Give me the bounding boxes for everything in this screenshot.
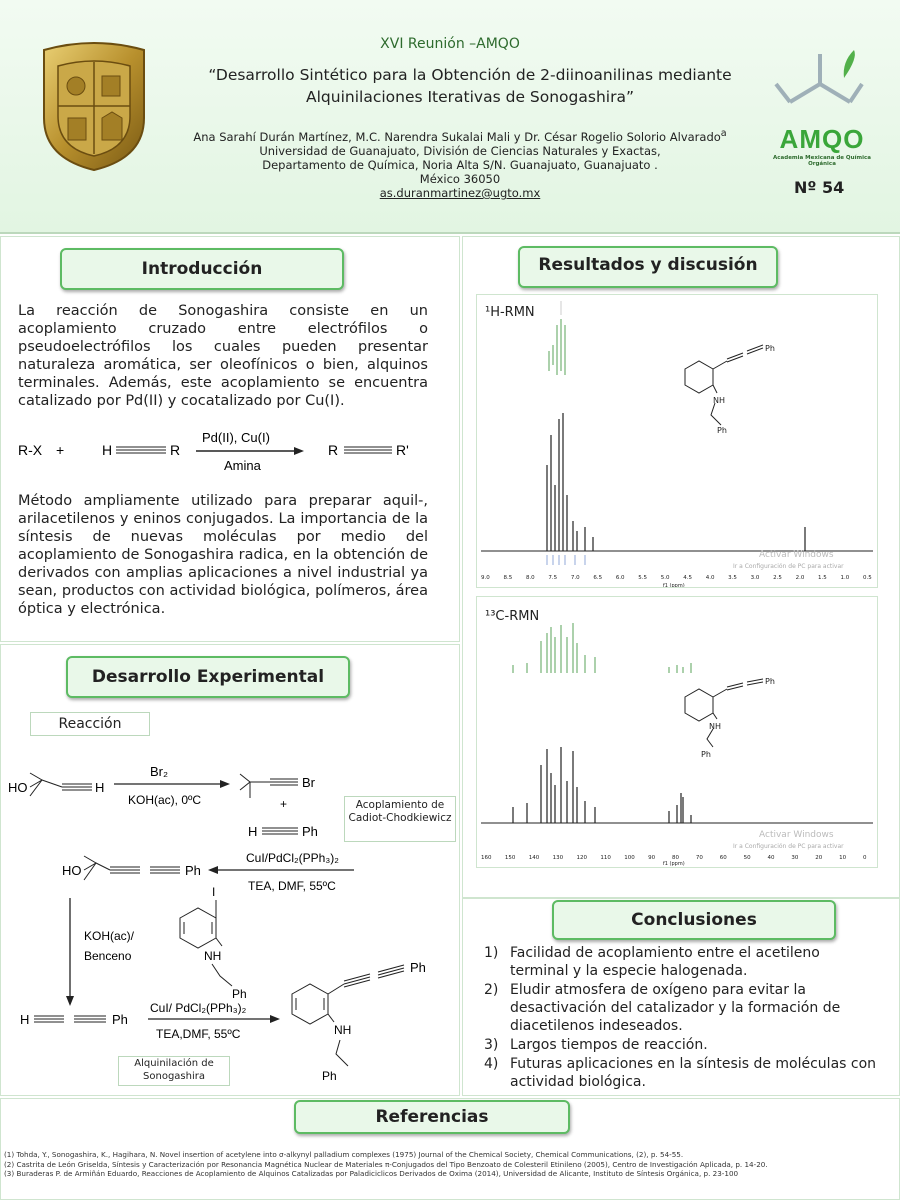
conclusion-number: 2) bbox=[484, 982, 499, 998]
atom-h-2: H bbox=[248, 824, 258, 839]
h-nmr-tick-label: 7.0 bbox=[570, 575, 580, 581]
atom-i: I bbox=[212, 885, 216, 899]
amqo-logo bbox=[762, 44, 882, 167]
step2-conditions: TEA, DMF, 55ºC bbox=[248, 879, 336, 893]
c-nmr-tick-label: 70 bbox=[695, 855, 703, 861]
h-nmr-tick-label: 1.5 bbox=[818, 575, 827, 581]
step3-reagent: KOH(ac)/ bbox=[84, 929, 135, 943]
atom-ph-3: Ph bbox=[232, 987, 247, 1001]
poster-number: Nº 54 bbox=[794, 178, 845, 197]
c-nmr-tick-label: 130 bbox=[552, 855, 564, 861]
c-nmr-tick-label: 20 bbox=[815, 855, 823, 861]
conclusion-number: 3) bbox=[484, 1037, 499, 1053]
step3-solvent: Benceno bbox=[84, 949, 132, 963]
atom-ph-5: Ph bbox=[410, 960, 426, 975]
meeting-name: XVI Reunión –AMQO bbox=[380, 36, 520, 52]
scheme-rx: R-X bbox=[18, 442, 43, 458]
h-nmr-tick-label: 0.5 bbox=[863, 575, 872, 581]
atom-ho-1: HO bbox=[8, 780, 28, 795]
h-nmr-watermark-2: Ir a Configuración de PC para activar bbox=[733, 563, 844, 570]
c-nmr-label: ¹³C-RMN bbox=[485, 609, 540, 624]
c-nmr-struct-nh: NH bbox=[709, 722, 721, 731]
atom-ph-2: Ph bbox=[185, 863, 201, 878]
c-nmr-tick-label: 140 bbox=[528, 855, 540, 861]
h-nmr-tick-label: 7.5 bbox=[548, 575, 558, 581]
intro-paragraph-2: Método ampliamente utilizado para preparar aquil-, arilacetilenos y eninos conjugados. La importancia de la síntesis de nuevas moléculas por medio del acoplamiento de Sonogashira radica, en la obtención de derivados con amplias aplicaciones a nivel industrial ya sean, productos con actividad biológica, polímeros, área óptica y electrónica. bbox=[18, 493, 428, 617]
h-nmr-tick-label: 8.5 bbox=[503, 575, 513, 581]
intro-paragraph-1: La reacción de Sonogashira consiste en un acoplamiento cruzado entre electrófilos o pseudoelectrófilos los cuales pueden presentar naturaleza aromática, ser oleofínicos o bien, alquinos terminales. Además, este acoplamiento se encuentra catalizado por Pd(II) y cocatalizado por Cu(I). bbox=[18, 303, 428, 409]
reaction-label: Reacción bbox=[30, 712, 150, 736]
amqo-logo-text: AMQO bbox=[779, 124, 865, 154]
c-nmr-tick-label: 100 bbox=[624, 855, 635, 861]
affiliation-line1: Universidad de Guanajuato, División de Ciencias Naturales y Exactas, bbox=[259, 144, 661, 158]
atom-ph-4: Ph bbox=[112, 1012, 128, 1027]
conclusion-item bbox=[484, 981, 880, 1035]
h-nmr-tick-label: 6.0 bbox=[615, 575, 625, 581]
atom-ph-1: Ph bbox=[302, 824, 318, 839]
c-nmr-tick-label: 90 bbox=[648, 855, 656, 861]
atom-plus-1: + bbox=[280, 797, 288, 811]
c-nmr-tick-label: 80 bbox=[672, 855, 679, 861]
conclusion-text: Largos tiempos de reacción. bbox=[510, 1037, 708, 1053]
conclusion-number: 1) bbox=[484, 945, 499, 961]
results-heading: Resultados y discusión bbox=[518, 246, 778, 288]
atom-nh-1: NH bbox=[204, 949, 222, 963]
university-seal-logo bbox=[36, 40, 152, 172]
atom-h-1: H bbox=[95, 780, 105, 795]
c-nmr-struct-ph-1: Ph bbox=[765, 677, 775, 686]
c-nmr-tick-label: 160 bbox=[481, 855, 492, 861]
c-nmr-watermark-2: Ir a Configuración de PC para activar bbox=[733, 843, 844, 850]
atom-ho-2: HO bbox=[62, 863, 82, 878]
h-nmr-spectrum bbox=[476, 294, 878, 588]
email-link[interactable]: as.duranmartinez@ugto.mx bbox=[379, 186, 541, 200]
reference-item: (2) Castrita de León Griselda, Síntesis y Caracterización por Resonancia Magnética Nuclear de Materiales π-Conjugados del Tipo Benzoato de Colesteril Etinileno (2005), Centro de Investigación Aplicada, p. 14-20. bbox=[4, 1159, 768, 1169]
atom-ph-6: Ph bbox=[322, 1069, 337, 1083]
h-nmr-struct-ph-2: Ph bbox=[717, 426, 727, 435]
c-nmr-tick-label: 40 bbox=[767, 855, 775, 861]
h-nmr-tick-label: 1.0 bbox=[840, 575, 850, 581]
sonogashira-label: Alquinilación de Sonogashira bbox=[118, 1056, 230, 1086]
affiliation-line2: Departamento de Química, Noria Alta S/N. Guanajuato, Guanajuato . bbox=[262, 158, 658, 172]
c-nmr-tick-label: 120 bbox=[576, 855, 587, 861]
authors-text: Ana Sarahí Durán Martínez, M.C. Narendra Sukalai Mali y Dr. César Rogelio Solorio Alvarado bbox=[193, 129, 721, 144]
scheme-product-r-prime: R' bbox=[396, 442, 409, 458]
intro-heading: Introducción bbox=[60, 248, 344, 290]
h-nmr-tick-label: 4.5 bbox=[683, 575, 692, 581]
scheme-conditions-bottom: Amina bbox=[224, 458, 261, 473]
h-nmr-struct-nh: NH bbox=[713, 396, 725, 405]
reference-item: (1) Tohda, Y., Sonogashira, K., Hagihara, N. Novel insertion of acetylene into σ-alkynyl palladium complexes (1975) Journal of the Chemical Society, Chemical Communications, (2), p. 54-55. bbox=[4, 1150, 684, 1159]
affiliation-line3: México 36050 bbox=[419, 172, 501, 186]
h-nmr-tick-label: 2.5 bbox=[773, 575, 782, 581]
poster-title-line2: Alquinilaciones Iterativas de Sonogashira” bbox=[306, 88, 634, 106]
h-nmr-tick-label: 2.0 bbox=[795, 575, 805, 581]
scheme-product-r: R bbox=[328, 442, 339, 458]
h-nmr-tick-label: 3.5 bbox=[728, 575, 737, 581]
c-nmr-spectrum bbox=[476, 596, 878, 868]
synthesis-scheme bbox=[0, 740, 460, 1090]
c-nmr-tick-label: 60 bbox=[719, 855, 727, 861]
scheme-conditions-top: Pd(II), Cu(I) bbox=[202, 430, 270, 445]
h-nmr-label: ¹H-RMN bbox=[485, 305, 535, 320]
reference-item: (3) Buraderas P. de Armiñán Eduardo, Reacciones de Acoplamiento de Alquinos Catalizadas por Paladiciclicos Derivados de Oxima (2014), Universidad de Alicante, Instituto de Síntesis Orgánica, p. 23-100 bbox=[4, 1169, 739, 1178]
h-nmr-tick-label: 5.0 bbox=[660, 575, 670, 581]
conclusion-number: 4) bbox=[484, 1056, 499, 1072]
conclusions-heading: Conclusiones bbox=[552, 900, 836, 940]
c-nmr-tick-label: 30 bbox=[791, 855, 799, 861]
conclusion-text: Facilidad de acoplamiento entre el acetileno terminal y la especie halogenada. bbox=[510, 945, 820, 979]
conclusion-text: Eludir atmosfera de oxígeno para evitar la desactivación del catalizador y la formación de diacetilenos indeseados. bbox=[510, 982, 841, 1034]
scheme-h: H bbox=[102, 442, 113, 458]
h-nmr-axis-label: f1 (ppm) bbox=[663, 583, 685, 587]
h-nmr-tick-label: 6.5 bbox=[593, 575, 603, 581]
c-nmr-tick-label: 150 bbox=[504, 855, 516, 861]
c-nmr-tick-label: 0 bbox=[863, 855, 867, 861]
c-nmr-tick-label: 10 bbox=[839, 855, 847, 861]
experimental-heading: Desarrollo Experimental bbox=[66, 656, 350, 698]
scheme-plus: + bbox=[56, 442, 65, 458]
c-nmr-watermark-1: Activar Windows bbox=[759, 830, 834, 840]
conclusions-list bbox=[484, 944, 880, 1092]
atom-h-3: H bbox=[20, 1012, 30, 1027]
h-nmr-tick-label: 4.0 bbox=[705, 575, 715, 581]
h-nmr-struct-ph-1: Ph bbox=[765, 344, 775, 353]
h-nmr-tick-label: 5.5 bbox=[638, 575, 648, 581]
authors: Ana Sarahí Durán Martínez, M.C. Narendra Sukalai Mali y Dr. César Rogelio Solorio Alvarado$^a$ bbox=[193, 128, 727, 144]
atom-nh-2: NH bbox=[334, 1023, 352, 1037]
cadiot-label: Acoplamiento de Cadiot-Chodkiewicz bbox=[344, 796, 456, 842]
step4-reagent: CuI/ PdCl₂(PPh₃)₂ bbox=[150, 1001, 247, 1015]
conclusion-item bbox=[484, 944, 880, 980]
amqo-logo-subtitle: Academia Mexicana de Química Orgánica bbox=[773, 155, 871, 167]
conclusion-item bbox=[484, 1055, 880, 1091]
h-nmr-tick-label: 8.0 bbox=[525, 575, 535, 581]
conclusion-item bbox=[484, 1036, 880, 1054]
h-nmr-tick-label: 9.0 bbox=[481, 575, 490, 581]
sonogashira-general-scheme bbox=[14, 428, 444, 478]
c-nmr-tick-label: 110 bbox=[600, 855, 611, 861]
step1-conditions: KOH(ac), 0ºC bbox=[128, 793, 202, 807]
step4-conditions: TEA,DMF, 55ºC bbox=[156, 1027, 241, 1041]
atom-br: Br bbox=[302, 775, 315, 790]
h-nmr-tick-label: 3.0 bbox=[750, 575, 760, 581]
references-list bbox=[4, 1150, 894, 1179]
c-nmr-tick-label: 50 bbox=[743, 855, 751, 861]
h-nmr-watermark-1: Activar Windows bbox=[759, 550, 834, 560]
step2-reagent: CuI/PdCl₂(PPh₃)₂ bbox=[246, 851, 339, 865]
poster-title-line1: “Desarrollo Sintético para la Obtención de 2-diinoanilinas mediante bbox=[208, 66, 732, 84]
c-nmr-struct-ph-2: Ph bbox=[701, 750, 711, 759]
c-nmr-axis-label: f1 (ppm) bbox=[663, 861, 685, 867]
references-heading: Referencias bbox=[294, 1100, 570, 1134]
scheme-r: R bbox=[170, 442, 181, 458]
conclusion-text: Futuras aplicaciones en la síntesis de moléculas con actividad biológica. bbox=[510, 1056, 877, 1090]
step1-reagent: Br₂ bbox=[150, 764, 169, 779]
